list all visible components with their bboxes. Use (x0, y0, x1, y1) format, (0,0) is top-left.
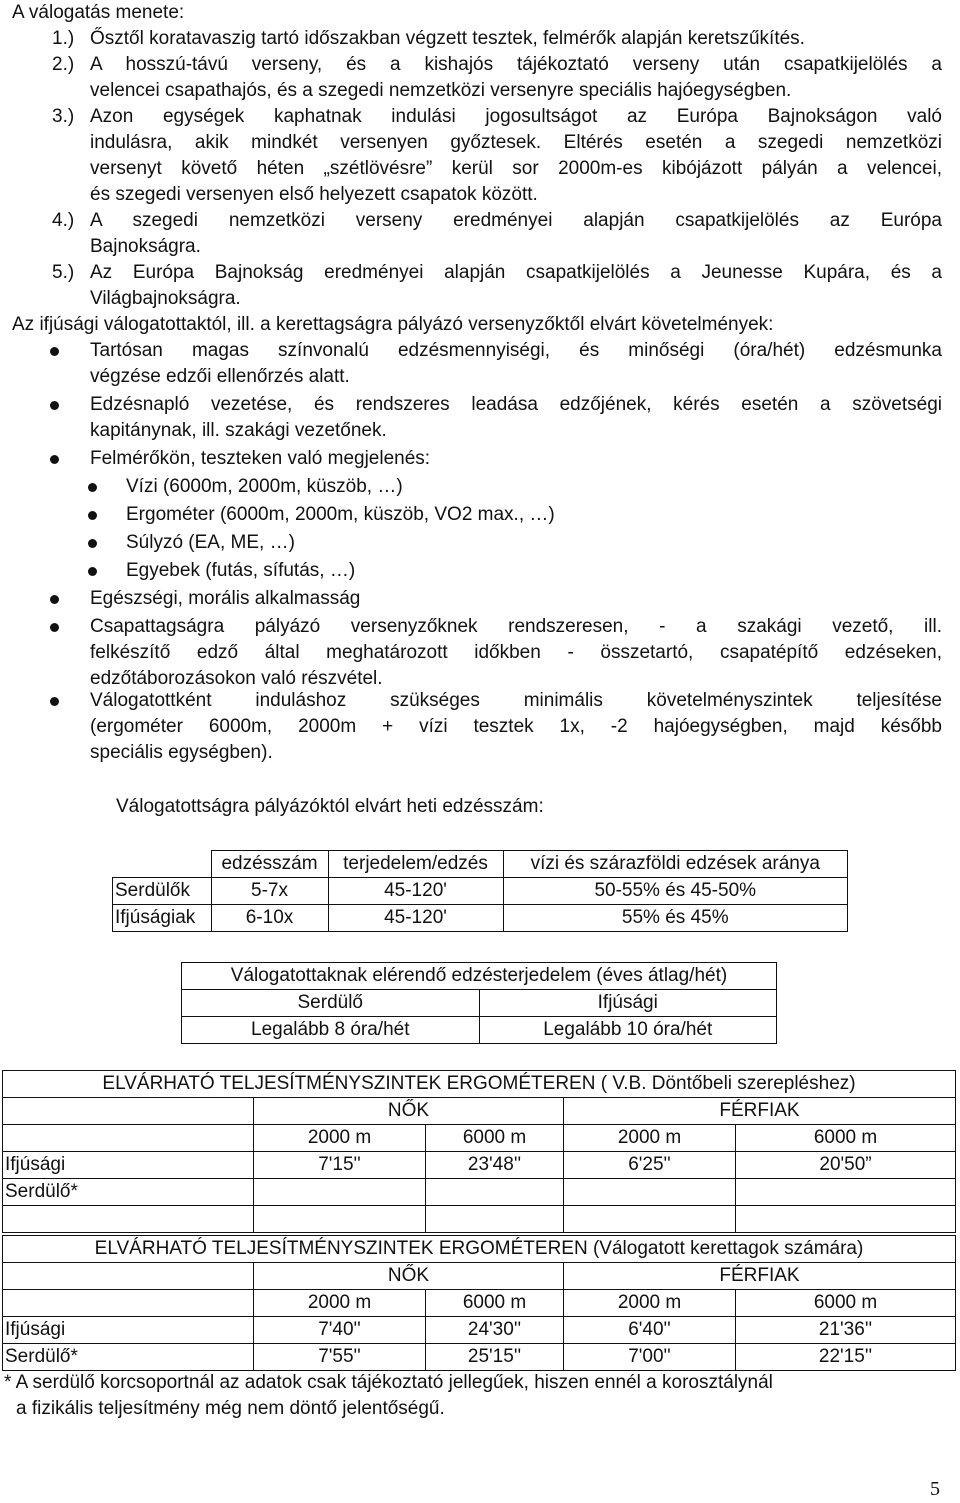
table-cell: Legalább 10 óra/hét (479, 1017, 777, 1044)
table-header-row (182, 963, 777, 990)
table-cell: 7'15'' (254, 1152, 426, 1179)
table-cell: 24'30'' (426, 1317, 564, 1344)
table-cell: 25'15'' (426, 1344, 564, 1371)
table-header-cell: edzésszám (211, 851, 328, 878)
step-text: Azon egységek kaphatnak indulási jogosultságot az Európa Bajnokságon való (90, 106, 942, 127)
weekly-training-title: Válogatottságra pályázóktól elvárt heti edzésszám: (116, 796, 544, 817)
table-row (113, 905, 848, 932)
sub-requirement-text: Egyebek (futás, sífutás, …) (126, 560, 356, 581)
table-cell: 45-120' (328, 905, 503, 932)
table-cell: Serdülők (113, 878, 212, 905)
table-cell (736, 1206, 956, 1233)
bullet-icon (50, 401, 59, 410)
table-cell: 45-120' (328, 878, 503, 905)
table-cell: 6'25'' (564, 1152, 736, 1179)
table-header-cell: Serdülő (182, 990, 480, 1017)
step-number: 1.) (52, 28, 75, 49)
table-header-cell: 6000 m (426, 1125, 564, 1152)
requirement-text: Felmérőkön, teszteken való megjelenés: (90, 448, 431, 469)
footnote: * A serdülő korcsoportnál az adatok csak tájékoztató jellegűek, hiszen ennél a korosztálynál (4, 1372, 773, 1393)
table-cell (3, 1098, 254, 1125)
table-cell: 7'55'' (254, 1344, 426, 1371)
table-header-cell: 6000 m (426, 1290, 564, 1317)
weekly-training-table (112, 850, 848, 932)
requirement-text: edzőtáborozásokon való részvétel. (90, 668, 383, 689)
requirement-text: kapitánynak, ill. szakági vezetőnek. (90, 420, 387, 441)
requirement-text: (ergométer 6000m, 2000m + vízi tesztek 1x, -2 hajóegységben, majd később (90, 716, 942, 737)
bullet-icon (50, 697, 59, 706)
table-row (3, 1098, 956, 1125)
step-number: 2.) (52, 54, 75, 75)
requirement-text: Válogatottként induláshoz szükséges minimális követelményszintek teljesítése (90, 690, 942, 711)
step-text: és szegedi versenyen első helyezett csapatok között. (90, 184, 538, 205)
table-header-cell: NŐK (254, 1263, 564, 1290)
table-cell: 50-55% és 45-50% (503, 878, 848, 905)
table-row (113, 878, 848, 905)
table-row (182, 1017, 777, 1044)
table-cell: 6'40'' (564, 1317, 736, 1344)
table-cell (254, 1179, 426, 1206)
table-cell (564, 1206, 736, 1233)
table-header-cell: vízi és szárazföldi edzések aránya (503, 851, 848, 878)
table-cell (564, 1179, 736, 1206)
ergometer-table-world-championship (2, 1070, 956, 1233)
bullet-icon (50, 347, 59, 356)
step-text: A szegedi nemzetközi verseny eredményei alapján csapatkijelölés az Európa (90, 210, 942, 231)
table-cell: 5-7x (211, 878, 328, 905)
step-text: A hosszú-távú verseny, és a kishajós tájékoztató verseny után csapatkijelölés a (90, 54, 942, 75)
footnote: a fizikális teljesítmény még nem döntő jelentőségű. (16, 1398, 445, 1419)
table-row (3, 1152, 956, 1179)
table-row (3, 1206, 956, 1233)
table-header-row (113, 851, 848, 878)
requirement-text: végzése edzői ellenőrzés alatt. (90, 366, 350, 387)
step-number: 5.) (52, 262, 75, 283)
step-text: Világbajnokságra. (90, 288, 241, 309)
bullet-icon (88, 567, 97, 576)
table-cell: Ifjúsági (3, 1317, 254, 1344)
bullet-icon (50, 595, 59, 604)
step-number: 4.) (52, 210, 75, 231)
table-cell: Ifjúságiak (113, 905, 212, 932)
step-text: Az Európa Bajnokság eredményei alapján csapatkijelölés a Jeunesse Kupára, és a (90, 262, 942, 283)
training-volume-table (181, 962, 777, 1044)
table-row (182, 990, 777, 1017)
table-cell: Ifjúsági (3, 1152, 254, 1179)
table-row (3, 1344, 956, 1371)
table-cell: 22'15'' (736, 1344, 956, 1371)
table-header-cell: 6000 m (736, 1290, 956, 1317)
requirements-intro: Az ifjúsági válogatottaktól, ill. a kerettagságra pályázó versenyzőktől elvárt követelmények: (12, 314, 774, 335)
table-cell: Legalább 8 óra/hét (182, 1017, 480, 1044)
table-cell (3, 1290, 254, 1317)
table-cell: Serdülő* (3, 1179, 254, 1206)
sub-requirement-text: Vízi (6000m, 2000m, küszöb, …) (126, 476, 403, 497)
table-cell (426, 1179, 564, 1206)
table-header-cell: FÉRFIAK (564, 1098, 956, 1125)
table-header-row (3, 1071, 956, 1098)
bullet-icon (88, 511, 97, 520)
table-cell (3, 1125, 254, 1152)
table-title-cell: ELVÁRHATÓ TELJESÍTMÉNYSZINTEK ERGOMÉTEREN (Válogatott kerettagok számára) (3, 1236, 956, 1263)
step-number: 3.) (52, 106, 75, 127)
bullet-icon (50, 623, 59, 632)
table-cell: 55% és 45% (503, 905, 848, 932)
table-title-cell: ELVÁRHATÓ TELJESÍTMÉNYSZINTEK ERGOMÉTEREN ( V.B. Döntőbeli szerepléshez) (3, 1071, 956, 1098)
table-header-cell: NŐK (254, 1098, 564, 1125)
table-header-row (3, 1236, 956, 1263)
table-header-cell: 6000 m (736, 1125, 956, 1152)
table-header-cell: FÉRFIAK (564, 1263, 956, 1290)
table-cell (426, 1206, 564, 1233)
table-cell: 7'40'' (254, 1317, 426, 1344)
requirement-text: Tartósan magas színvonalú edzésmennyiségi, és minőségi (óra/hét) edzésmunka (90, 340, 942, 361)
table-cell (736, 1179, 956, 1206)
page-number: 5 (930, 1478, 940, 1500)
table-header-cell: 2000 m (564, 1290, 736, 1317)
bullet-icon (88, 539, 97, 548)
table-cell: 7'00'' (564, 1344, 736, 1371)
table-cell: Serdülő* (3, 1344, 254, 1371)
table-cell: 6-10x (211, 905, 328, 932)
table-cell: 21'36'' (736, 1317, 956, 1344)
table-title-cell: Válogatottaknak elérendő edzésterjedelem (éves átlag/hét) (182, 963, 777, 990)
requirement-text: Edzésnapló vezetése, és rendszeres leadása edzőjének, kérés esetén a szövetségi (90, 394, 942, 415)
step-text: velencei csapathajós, és a szegedi nemzetközi versenyre speciális hajóegységben. (90, 80, 792, 101)
table-row (3, 1179, 956, 1206)
sub-requirement-text: Súlyzó (EA, ME, …) (126, 532, 295, 553)
requirement-text: Csapattagságra pályázó versenyzőknek rendszeresen, - a szakági vezető, ill. (90, 616, 942, 637)
step-text: versenyt követő héten „szétlövésre” kerül sor 2000m-es kibójázott pályán a velencei, (90, 158, 942, 179)
table-cell: 20'50” (736, 1152, 956, 1179)
ergometer-table-squad (2, 1235, 956, 1371)
table-header-cell (113, 851, 212, 878)
sub-requirement-text: Ergométer (6000m, 2000m, küszöb, VO2 max., …) (126, 504, 555, 525)
bullet-icon (50, 455, 59, 464)
requirement-text: Egészségi, morális alkalmasság (90, 588, 361, 609)
table-header-cell: 2000 m (564, 1125, 736, 1152)
table-row (3, 1263, 956, 1290)
intro-heading: A válogatás menete: (12, 2, 185, 23)
bullet-icon (88, 483, 97, 492)
table-cell (254, 1206, 426, 1233)
table-header-cell: 2000 m (254, 1125, 426, 1152)
table-row (3, 1125, 956, 1152)
table-row (3, 1317, 956, 1344)
table-header-cell: Ifjúsági (479, 990, 777, 1017)
requirement-text: felkészítő edző által meghatározott időkben - összetartó, csapatépítő edzéseken, (90, 642, 942, 663)
table-header-cell: terjedelem/edzés (328, 851, 503, 878)
table-row (3, 1290, 956, 1317)
step-text: Ősztől koratavaszig tartó időszakban végzett tesztek, felmérők alapján keretszűkítés. (90, 28, 805, 49)
requirement-text: speciális egységben). (90, 742, 273, 763)
step-text: indulásra, akik mindkét versenyen győztesek. Eltérés esetén a szegedi nemzetközi (90, 132, 942, 153)
table-header-cell: 2000 m (254, 1290, 426, 1317)
table-cell: 23'48'' (426, 1152, 564, 1179)
table-cell (3, 1263, 254, 1290)
table-cell (3, 1206, 254, 1233)
step-text: Bajnokságra. (90, 236, 201, 257)
